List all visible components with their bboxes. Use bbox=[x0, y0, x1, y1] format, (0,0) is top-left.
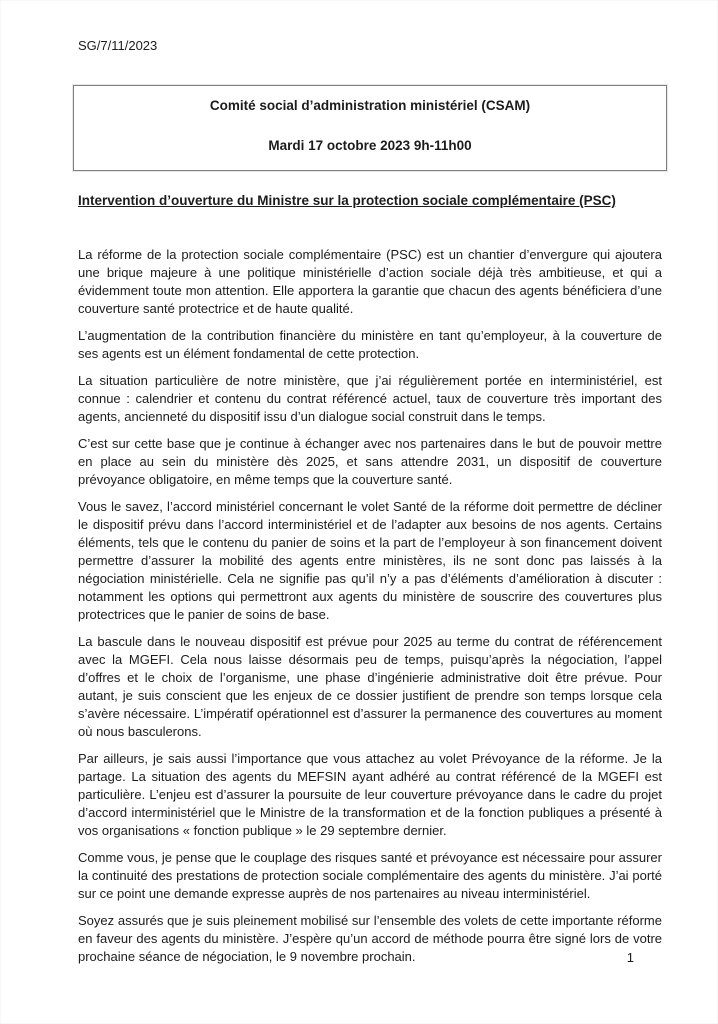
paragraph: La situation particulière de notre ministère, que j’ai régulièrement portée en interministériel, est connue : calendrier et contenu du contrat référencé actuel, taux de couverture très important des agents, ancienneté du dispositif issu d’un dialogue social construit dans le temps. bbox=[78, 373, 662, 424]
paragraph: Vous le savez, l’accord ministériel concernant le volet Santé de la réforme doit permettre de décliner le dispositif prévu dans l’accord interministériel et de l’adapter aux besoins de nos agents. Certains éléments, tels que le contenu du panier de soins et la part de l’employeur à son financement doivent permettre d’assurer la mobilité des agents entre ministères, ils ne sont donc pas laissés à la négociation ministérielle. Cela ne signifie pas qu’il n’y a pas d’éléments d’amélioration à discuter : notamment les options qui permettront aux agents du ministère de souscrire des couvertures plus protectrices que le panier de soins de base. bbox=[78, 499, 662, 622]
paragraph: La bascule dans le nouveau dispositif est prévue pour 2025 au terme du contrat de référencement avec la MGEFI. Cela nous laisse désormais peu de temps, puisqu’après la négociation, l’appel d’offres et le choix de l’organisme, une phase d’ingénierie administrative doit être prévue. Pour autant, je suis conscient que les enjeux de ce dossier justifient de prendre son temps lorsque cela s’avère nécessaire. L’impératif opérationnel est d’assurer la permanence des couvertures au moment où nous basculerons. bbox=[78, 634, 662, 739]
paragraph: Comme vous, je pense que le couplage des risques santé et prévoyance est nécessaire pour assurer la continuité des prestations de protection sociale complémentaire des agents du ministère. J’ai porté sur ce point une demande expresse auprès de nos partenaires au niveau interministériel. bbox=[78, 850, 662, 901]
paragraph: Soyez assurés que je suis pleinement mobilisé sur l’ensemble des volets de cette importante réforme en faveur des agents du ministère. J’espère qu’un accord de méthode pourra être signé lors de votre prochaine séance de négociation, le 9 novembre prochain. bbox=[78, 913, 662, 964]
document-content bbox=[78, 0, 662, 975]
paragraph: C’est sur cette base que je continue à échanger avec nos partenaires dans le but de pouvoir mettre en place au sein du ministère dès 2025, et sans attendre 2031, un dispositif de couverture prévoyance obligatoire, en même temps que la couverture santé. bbox=[78, 436, 662, 487]
document-title: Intervention d’ouverture du Ministre sur la protection sociale complémentaire (PSC) bbox=[78, 193, 616, 208]
meeting-title: Comité social d’administration ministériel (CSAM) bbox=[209, 98, 531, 113]
paragraph: La réforme de la protection sociale complémentaire (PSC) est un chantier d’envergure qui ajoutera une brique majeure à une politique ministérielle d’action sociale déjà très ambitieuse, et qui a évidemment toute mon attention. Elle apportera la garantie que chacun des agents bénéficiera d’une couverture santé protectrice et de haute qualité. bbox=[78, 247, 662, 316]
document-body bbox=[78, 246, 662, 966]
meeting-header-box bbox=[73, 85, 667, 171]
page-number: 1 bbox=[626, 950, 634, 965]
doc-reference: SG/7/11/2023 bbox=[78, 38, 158, 53]
meeting-datetime: Mardi 17 octobre 2023 9h-11h00 bbox=[268, 138, 472, 153]
paragraph: Par ailleurs, je sais aussi l’importance que vous attachez au volet Prévoyance de la réforme. Je la partage. La situation des agents du MEFSIN ayant adhéré au contrat référencé de la MGEFI est particulière. L’enjeu est d’assurer la poursuite de leur couverture prévoyance dans le cadre du projet d’accord interministériel que le Ministre de la transformation et de la fonction publiques a présenté à vos organisations « fonction publique » le 29 septembre dernier. bbox=[78, 751, 662, 838]
paragraph: L’augmentation de la contribution financière du ministère en tant qu’employeur, à la couverture de ses agents est un élément fondamental de cette protection. bbox=[78, 328, 662, 361]
